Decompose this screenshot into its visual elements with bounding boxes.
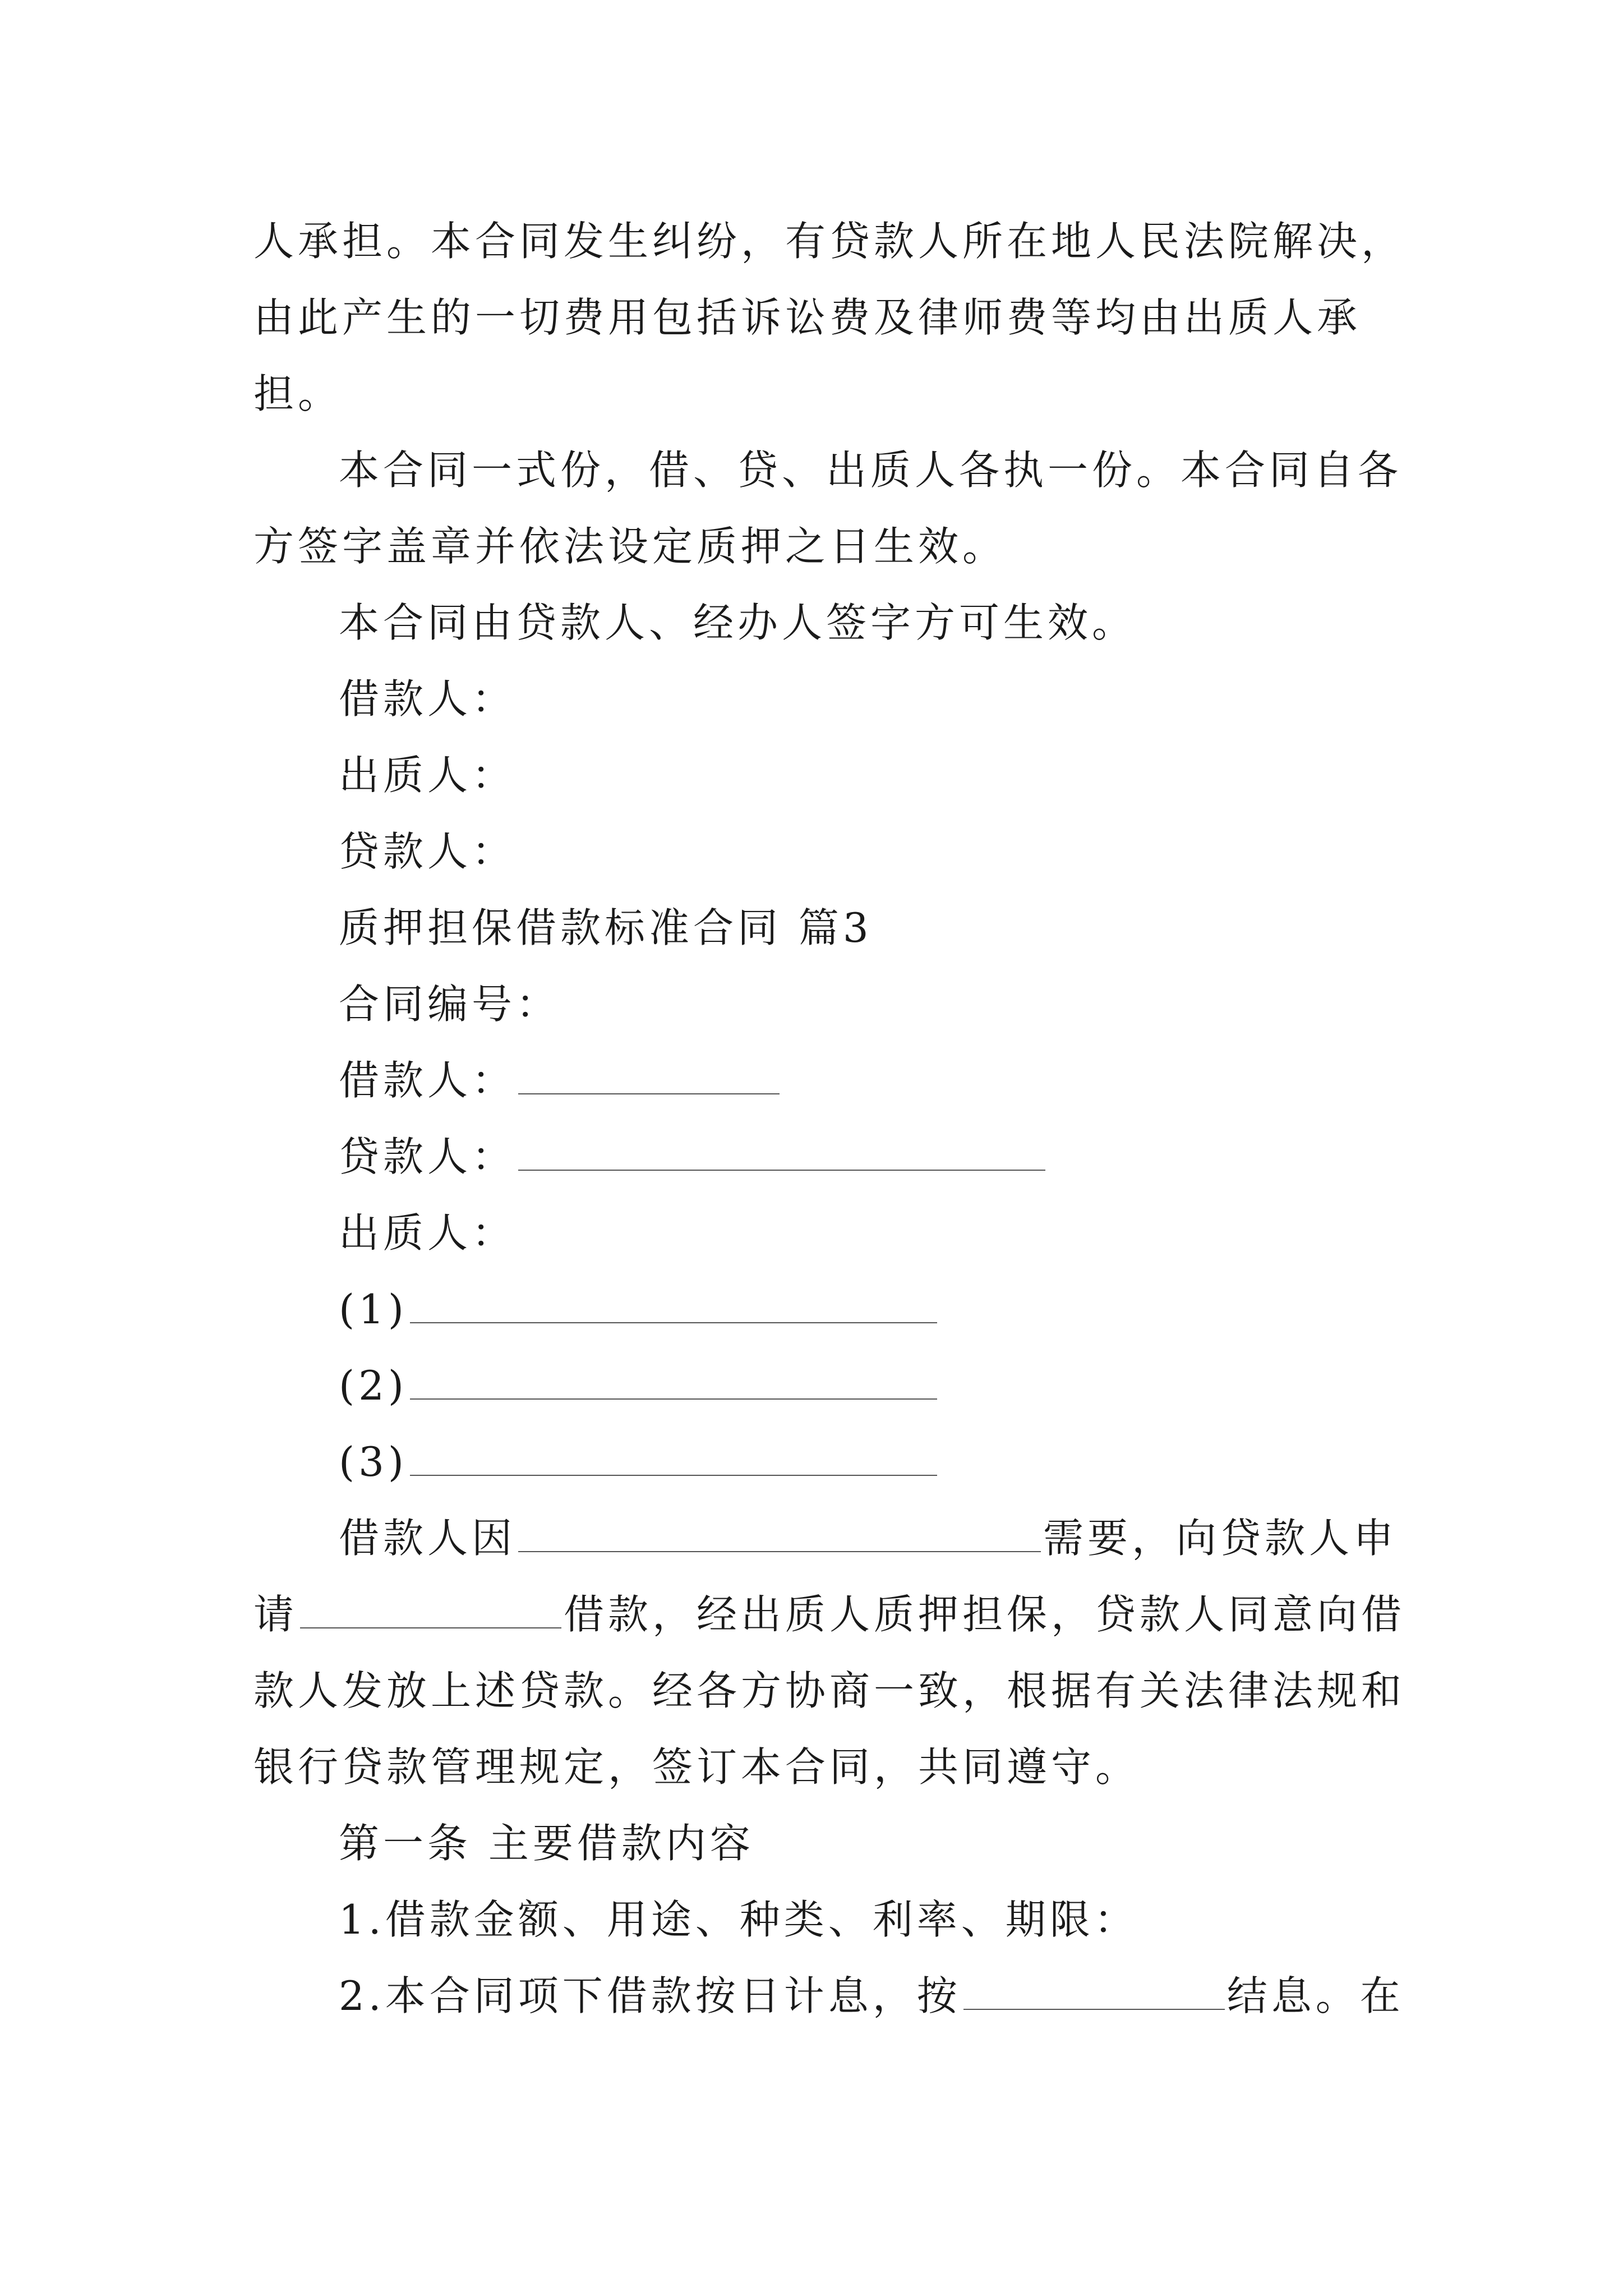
interest-period-blank — [963, 1976, 1225, 2010]
article-item-text: 2.本合同项下借款按日计息，按 — [339, 1972, 961, 2019]
pledgor-item-label: (3) — [339, 1438, 408, 1485]
pledgor-blank — [410, 1290, 937, 1323]
pledgor-item-1 — [253, 1271, 1398, 1347]
article-item-1: 1.借款金额、用途、种类、利率、期限： — [339, 1896, 1138, 1943]
contract-number-label: 合同编号： — [339, 981, 561, 1028]
paragraph-intro — [253, 1500, 1406, 1805]
intro-text: 请 — [253, 1591, 298, 1638]
text-line: 银行贷款管理规定，签订本合同，共同遵守。 — [253, 1743, 1140, 1791]
text-line: 本合同由贷款人、经办人签字方可生效。 — [339, 599, 1137, 646]
borrower-blank — [518, 1061, 780, 1094]
text-line: 担。 — [253, 370, 343, 417]
type-blank — [300, 1595, 561, 1628]
intro-text: 需要，向贷款人申 — [1043, 1515, 1398, 1562]
party-pledgor: 出质人： — [339, 1209, 517, 1257]
lender-blank — [518, 1137, 1045, 1171]
section-heading — [253, 890, 1398, 966]
text-line: 由此产生的一切费用包括诉讼费及律师费等均由出质人承 — [253, 294, 1362, 341]
signature-borrower: 借款人： — [339, 675, 517, 723]
contract-number — [253, 966, 1398, 1042]
pledgor-item-2 — [253, 1347, 1398, 1424]
article-1 — [253, 1805, 1404, 2034]
text-line: 方签字盖章并依法设定质押之日生效。 — [253, 523, 1007, 570]
contract-heading: 质押担保借款标准合同 篇3 — [339, 904, 873, 951]
signature-pledgor: 出质人： — [339, 752, 517, 799]
party-borrower-label: 借款人： — [339, 1057, 517, 1104]
text-line: 款人发放上述贷款。经各方协商一致，根据有关法律法规和 — [253, 1667, 1406, 1714]
text-line: 人承担。本合同发生纠纷，有贷款人所在地人民法院解决， — [253, 218, 1406, 265]
article-item-2 — [253, 1958, 1404, 2034]
parties-block — [253, 1042, 1398, 1500]
purpose-blank — [518, 1519, 1041, 1552]
paragraph-copies — [253, 432, 1403, 585]
text-line — [253, 1500, 1398, 1576]
party-lender-label: 贷款人： — [339, 1133, 517, 1180]
pledgor-item-label: (1) — [339, 1286, 408, 1333]
signature-lender: 贷款人： — [339, 828, 517, 875]
pledgor-blank — [410, 1366, 937, 1400]
signature-block — [253, 661, 1398, 890]
document-body — [253, 203, 1406, 2034]
text-line — [253, 1576, 1406, 1653]
intro-text: 借款，经出质人质押担保，贷款人同意向借 — [564, 1591, 1406, 1638]
article-item-text: 结息。在 — [1227, 1972, 1404, 2019]
intro-text: 借款人因 — [339, 1515, 517, 1562]
paragraph-dispute — [253, 203, 1406, 432]
party-borrower — [253, 1042, 1398, 1119]
pledgor-item-label: (2) — [339, 1362, 408, 1409]
text-line: 本合同一式份，借、贷、出质人各执一份。本合同自各 — [339, 447, 1403, 494]
pledgor-blank — [410, 1442, 937, 1476]
pledgor-item-3 — [253, 1424, 1398, 1500]
article-title: 第一条 主要借款内容 — [339, 1820, 754, 1867]
party-lender — [253, 1119, 1398, 1195]
paragraph-effective — [253, 585, 1398, 661]
